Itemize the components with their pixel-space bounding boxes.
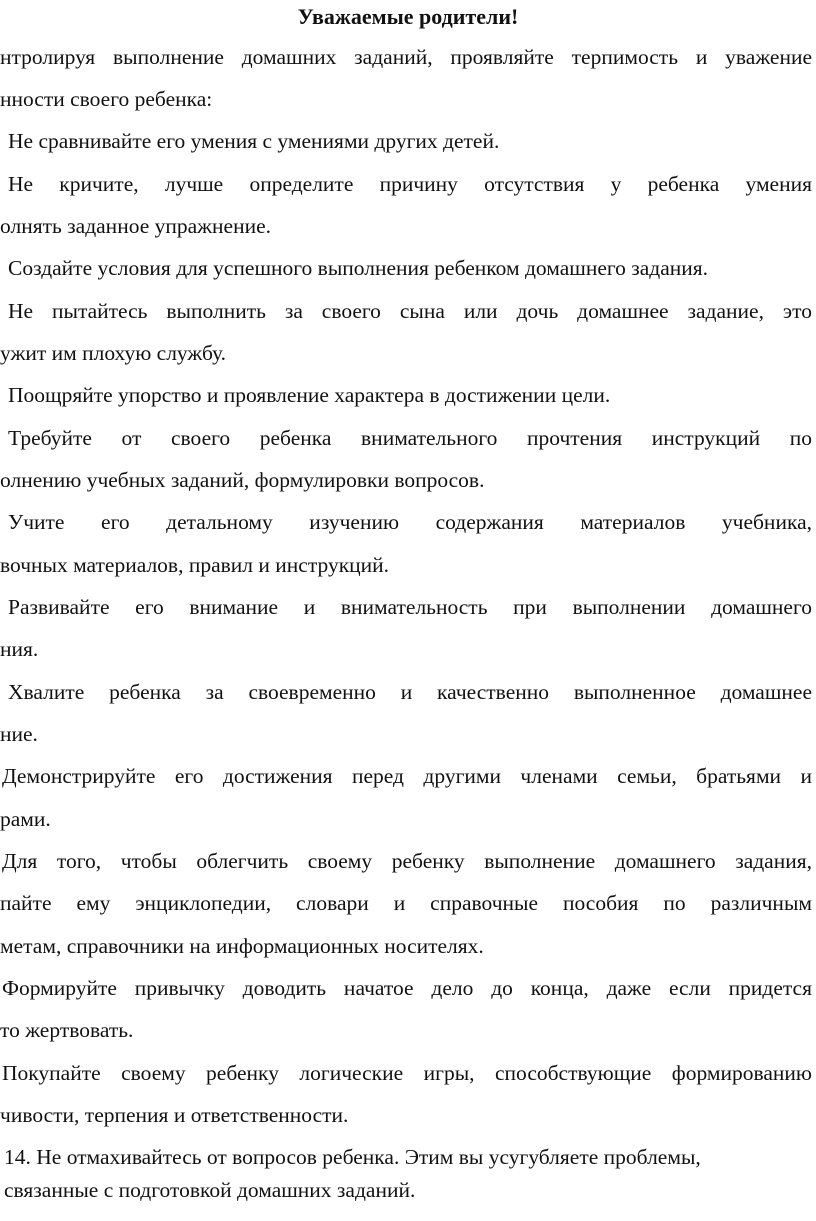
list-item-line: 14. Не отмахивайтесь от вопросов ребенка. Этим вы усугубляете проблемы,	[4, 1145, 701, 1169]
list-item-line: вочных материалов, правил и инструкций.	[0, 553, 390, 577]
list-item-line: Демонстрируйте его достижения перед другими членами семьи, братьями и	[2, 764, 812, 788]
list-item-line: Не кричите, лучше определите причину отсутствия у ребенка умения	[8, 172, 812, 196]
list-item-line: Хвалите ребенка за своевременно и качественно выполненное домашнее	[8, 680, 812, 704]
list-item-line: Учите его детальному изучению содержания материалов учебника,	[8, 510, 812, 534]
list-item-line: Создайте условия для успешного выполнения ребенком домашнего задания.	[8, 256, 709, 280]
list-item-line: Формируйте привычку доводить начатое дело до конца, даже если придется	[2, 976, 812, 1000]
list-item-line: пайте ему энциклопедии, словари и справочные пособия по различным	[0, 891, 812, 915]
list-item-line: Поощряйте упорство и проявление характера в достижении цели.	[8, 383, 611, 407]
intro-line: нтролируя выполнение домашних заданий, проявляйте терпимость и уважение	[0, 45, 812, 69]
list-item-line: Развивайте его внимание и внимательность при выполнении домашнего	[8, 595, 812, 619]
list-item-line: олнять заданное упражнение.	[0, 214, 272, 238]
list-item-line: чивости, терпения и ответственности.	[0, 1103, 349, 1127]
list-item-line: Покупайте своему ребенку логические игры, способствующие формированию	[2, 1061, 812, 1085]
list-item-line: Не пытайтесь выполнить за своего сына или дочь домашнее задание, это	[8, 299, 812, 323]
intro-line: нности своего ребенка:	[0, 87, 213, 111]
page-title: Уважаемые родители!	[297, 4, 519, 29]
list-item-line: ужит им плохую службу.	[0, 341, 227, 365]
list-item-line: рами.	[0, 807, 51, 831]
list-item-line: то жертвовать.	[0, 1018, 134, 1042]
list-item-line: ние.	[0, 722, 38, 746]
list-item-line: метам, справочники на информационных носителях.	[0, 934, 484, 958]
list-item-line: ния.	[0, 637, 39, 661]
list-item-line: олнению учебных заданий, формулировки вопросов.	[0, 468, 485, 492]
list-item-line: Не сравнивайте его умения с умениями других детей.	[8, 129, 500, 153]
list-item-line: связанные с подготовкой домашних заданий.	[4, 1178, 416, 1202]
list-item-line: Требуйте от своего ребенка внимательного прочтения инструкций по	[8, 426, 812, 450]
list-item-line: Для того, чтобы облегчить своему ребенку выполнение домашнего задания,	[2, 849, 812, 873]
